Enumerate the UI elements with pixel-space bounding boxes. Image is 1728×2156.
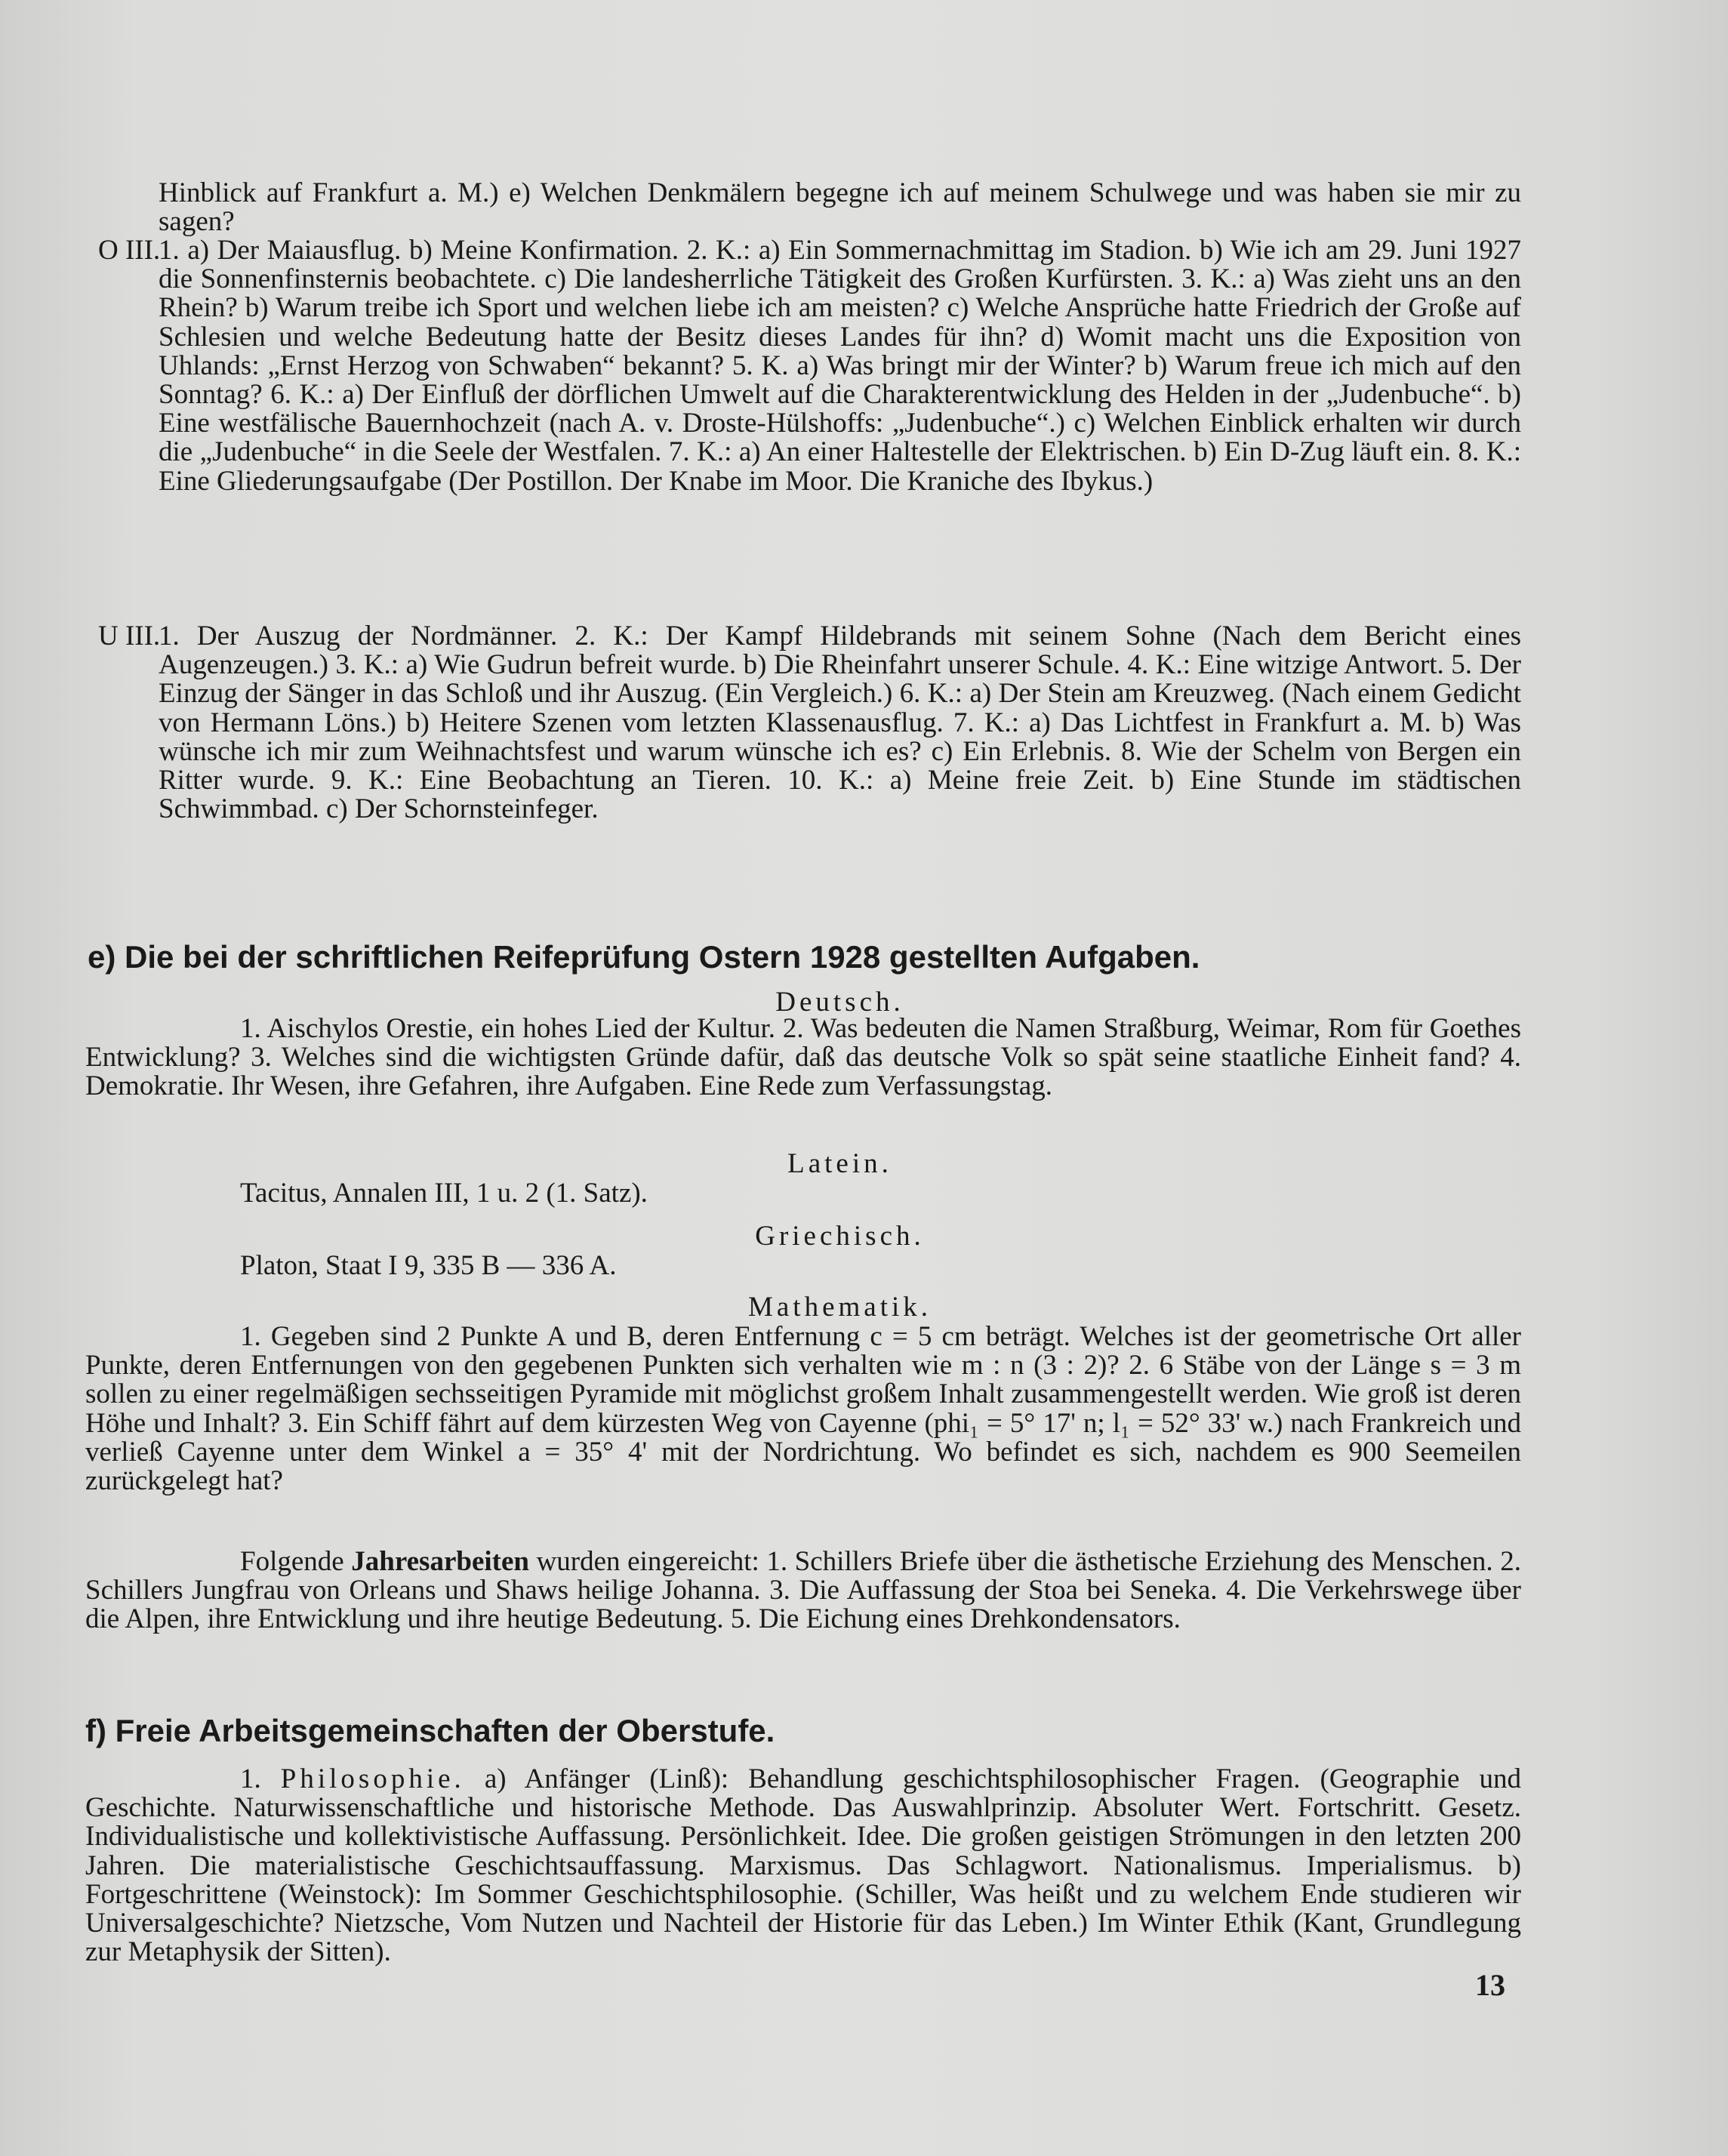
latein-block [159,1147,1521,1180]
oiii-text: 1. a) Der Maiausflug. b) Meine Konfirmation. 2. K.: a) Ein Sommernachmittag im Stadion. b) Wie ich am 29. Juni 1927 die Sonnenfinsternis beobachtete. c) Die landesherrliche Tätigkeit des Großen Kurfürsten. 3. K.: a) Was zieht uns an den Rhein? b) Warum treibe ich Sport und welchen liebe ich am meisten? c) Welche Ansprüche hatte Friedrich der Große auf Schlesien und welche Bedeutung hatte der Besitz dieses Landes für ihn? d) Womit macht uns die Exposition von Uhlands: „Ernst Herzog von Schwaben“ bekannt? 5. K. a) Was bringt mir der Winter? b) Warum freue ich mich auf den Sonntag? 6. K.: a) Der Einfluß der dörflichen Umwelt auf die Charakterentwicklung des Helden in der „Judenbuche“. b) Eine westfälische Bauernhochzeit (nach A. v. Droste-Hülshoffs: „Judenbuche“.) c) Welchen Einblick erhalten wir durch die „Judenbuche“ in die Seele der Westfalen. 7. K.: a) An einer Haltestelle der Elektrischen. b) Ein D-Zug läuft ein. 8. K.: Eine Gliederungsaufgabe (Der Postillon. Der Knabe im Moor. Die Kraniche des Ibykus.) [159,235,1521,497]
deutsch-title: Deutsch. [775,987,904,1018]
griechisch-text-block [240,1252,1603,1280]
latein-title: Latein. [787,1148,892,1179]
uiii-label: U III. [98,621,161,651]
oiii-entry [98,235,1521,497]
philosophie-paragraph [85,1765,1521,1967]
uiii-entry [98,621,1521,825]
griechisch-text: Platon, Staat I 9, 335 B — 336 A. [240,1250,617,1281]
oiii-block [98,235,1521,497]
jahres-bold: Jahresarbeiten [351,1546,529,1577]
mathematik-block [159,1291,1521,1323]
mathematik-text: 1. Gegeben sind 2 Punkte A und B, deren Entfernung c = 5 cm beträgt. Welches ist der geometrische Ort aller Punkte, deren Entfernungen von den gegebenen Punkten sich verhalten wie m : n (3 : 2)? 2. 6 Stäbe von der Länge s = 3 m sollen zu einer regelmäßigen sechsseitigen Pyramide mit möglichst großem Inhalt zusammengestellt werden. Wie groß ist deren Höhe und Inhalt? 3. Ein Schiff fährt auf dem kürzesten Weg von Cayenne (phi₁ = 5° 17' n; l₁ = 52° 33' w.) nach Frankreich und verließ Cayenne unter dem Winkel a = 35° 4' mit der Nordrichtung. Wo befindet es sich, nachdem es 900 Seemeilen zurückgelegt hat? [85,1321,1521,1497]
uiii-block [98,621,1521,825]
jahresarbeiten-paragraph [85,1548,1521,1634]
jahres-text: wurden eingereicht: 1. Schillers Briefe über die ästhetische Erziehung des Menschen. 2. Schillers Jungfrau von Orleans und Shaws heilige Johanna. 3. Die Auffassung der Stoa bei Seneka. 4. Die Verkehrswege über die Alpen, ihre Entwicklung und ihre heutige Bedeutung. 5. Die Eichung eines Drehkondensators. [85,1546,1522,1635]
deutsch-text-block [85,1015,1521,1101]
section-e-heading: e) Die bei der schriftlichen Reifeprüfung Ostern 1928 gestellten Aufgaben. [88,939,1200,975]
latein-text: Tacitus, Annalen III, 1 u. 2 (1. Satz). [240,1178,648,1209]
deutsch-text: 1. Aischylos Orestie, ein hohes Lied der Kultur. 2. Was bedeuten die Namen Straßburg, Weimar, Rom für Goethes Entwicklung? 3. Welches sind die wichtigsten Gründe dafür, daß das deutsche Volk so spät seine staatliche Einheit fand? 4. Demokratie. Ihr Wesen, ihre Gefahren, ihre Aufgaben. Eine Rede zum Verfassungstag. [85,1013,1521,1102]
griechisch-block [159,1220,1521,1252]
latein-text-block [240,1179,1603,1208]
section-f-heading: f) Freie Arbeitsgemeinschaften der Oberstufe. [85,1713,775,1748]
uiii-text: 1. Der Auszug der Nordmänner. 2. K.: Der Kampf Hildebrands mit seinem Sohne (Nach dem Bericht eines Augenzeugen.) 3. K.: a) Wie Gudrun befreit wurde. b) Die Rheinfahrt unserer Schule. 4. K.: Eine witzige Antwort. 5. Der Einzug der Sänger in das Schloß und ihr Auszug. (Ein Vergleich.) 6. K.: a) Der Stein am Kreuzweg. (Nach einem Gedicht von Hermann Löns.) b) Heitere Szenen vom letzten Klassenausflug. 7. K.: a) Das Lichtfest in Frankfurt a. M. b) Was wünsche ich mir zum Weihnachtsfest und warum wünsche ich es? c) Ein Erlebnis. 8. Wie der Schelm von Bergen ein Ritter wurde. 9. K.: Eine Beobachtung an Tieren. 10. K.: a) Meine freie Zeit. b) Eine Stunde im städtischen Schwimmbad. c) Der Schornsteinfeger. [159,621,1521,825]
phil-title: Philosophie. [280,1763,465,1794]
phil-text: a) Anfänger (Linß): Behandlung geschichtsphilosophischer Fragen. (Geographie und Geschichte. Naturwissenschaftliche und historische Methode. Das Auswahlprinzip. Absoluter Wert. Fortschritt. Gesetz. Individualistische und kollektivistische Auffassung. Persönlichkeit. Idee. Die großen geistigen Strömungen in den letzten 200 Jahren. Die materialistische Geschichtsauffassung. Marxismus. Das Schlagwort. Nationalismus. Imperialismus. b) Fortgeschrittene (Weinstock): Im Sommer Geschichtsphilosophie. (Schiller, Was heißt und zu welchem Ende studieren wir Universalgeschichte? Nietzsche, Vom Nutzen und Nachteil der Historie für das Leben.) Im Winter Ethik (Kant, Grundlegung zur Metaphysik der Sitten). [85,1763,1521,1968]
philosophie-block [85,1765,1521,1967]
oiii-continuation: Hinblick auf Frankfurt a. M.) e) Welchen Denkmälern begegne ich auf meinem Schulwege und was haben sie mir zu sagen? [159,177,1521,238]
jahresarbeiten-block [85,1548,1521,1634]
page-number: 13 [1475,1968,1505,2002]
oiii-label: O III. [98,235,161,266]
oiii-continuation-block [159,179,1521,236]
mathematik-title: Mathematik. [747,1292,932,1323]
jahres-lead: Folgende [240,1546,344,1577]
phil-num: 1. [240,1763,261,1794]
mathematik-text-block [85,1323,1521,1495]
griechisch-title: Griechisch. [755,1221,925,1252]
